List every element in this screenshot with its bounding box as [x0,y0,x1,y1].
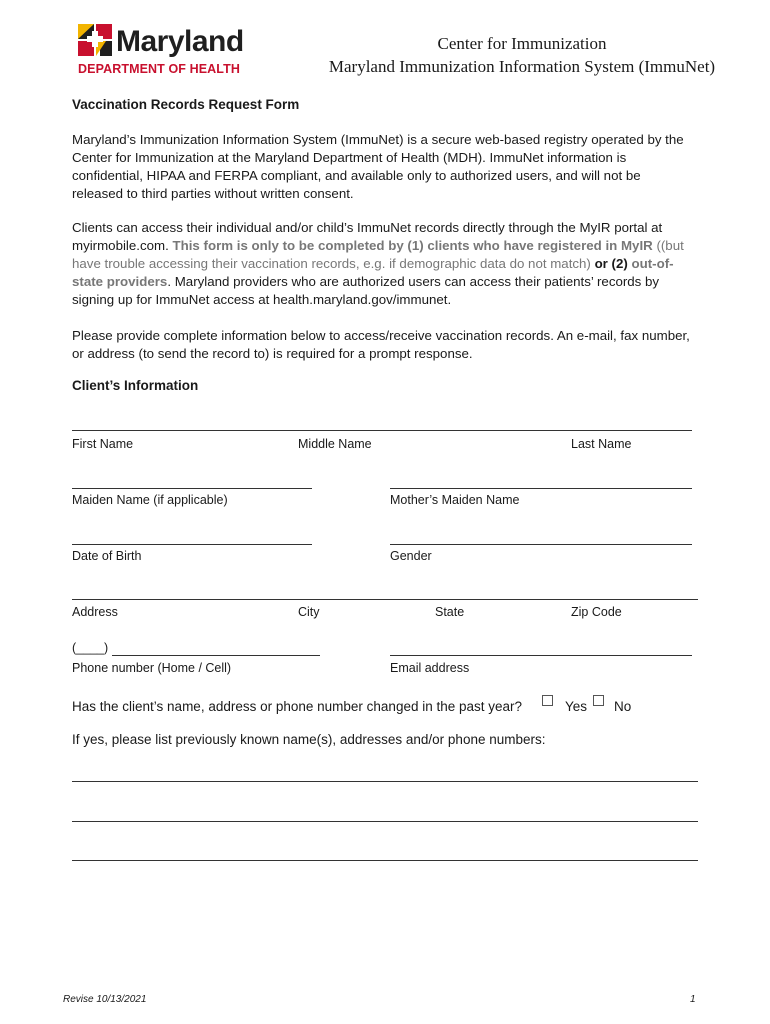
access-text-5: out-of-state providers [72,256,674,289]
dob-input-line[interactable] [72,544,312,545]
email-input-line[interactable] [390,655,692,656]
mothers-maiden-name-input-line[interactable] [390,488,692,489]
label-email-address: Email address [390,661,470,675]
phone-input-line[interactable] [112,655,320,656]
label-date-of-birth: Date of Birth [72,549,142,563]
form-title: Vaccination Records Request Form [72,97,300,112]
header-center-name: Center for Immunization [437,34,607,53]
label-state: State [435,605,465,619]
access-text-2: This form is only to be completed by (1) clients who have registered in MyIR [172,238,653,253]
logo-department: DEPARTMENT OF HEALTH [78,62,240,76]
question-info-changed: Has the client’s name, address or phone number changed in the past year? [72,699,523,714]
instructions-paragraph: Please provide complete information below to access/receive vaccination records. An e-mail, fax number, or address (to send the record to) is required for a prompt response. [72,328,690,361]
access-text-1: Clients can access their individual and/or child’s ImmuNet records directly through the MyIR portal at myirmobile.com. [72,220,663,253]
name-input-line[interactable] [72,430,692,431]
previous-info-line-1[interactable] [72,781,698,782]
yes-label: Yes [565,699,588,714]
label-address: Address [72,605,118,619]
maiden-name-input-line[interactable] [72,488,312,489]
logo-wordmark: Maryland [116,25,244,58]
gender-input-line[interactable] [390,544,692,545]
access-text-3: ((but have trouble accessing their vaccination records, e.g. if demographic data do not match) [72,238,684,271]
label-city: City [298,605,320,619]
previous-info-line-2[interactable] [72,821,698,822]
intro-paragraph: Maryland’s Immunization Information System (ImmuNet) is a secure web-based registry operated by the Center for Immunization at the Maryland Department of Health (MDH). ImmuNet information is confidential, HIPAA and FERPA compliant, and available only to authorized users, and will not be released to third parties without written consent. [72,132,684,201]
question-previous-info: If yes, please list previously known name(s), addresses and/or phone numbers: [72,732,546,747]
label-gender: Gender [390,549,432,563]
access-text-4: or (2) [594,256,632,271]
access-text-6: . Maryland providers who are authorized users can access their patients’ records by signing up for ImmuNet access at health.maryland.gov/immunet. [72,274,660,307]
label-zip-code: Zip Code [571,605,622,619]
header-system-name: Maryland Immunization Information System (ImmuNet) [328,57,716,76]
maryland-health-logo [78,22,278,78]
previous-info-line-3[interactable] [72,860,698,861]
page-number: 1 [690,994,696,1005]
label-last-name: Last Name [571,437,632,451]
phone-area-code-blank[interactable]: (____) [72,641,109,655]
label-first-name: First Name [72,437,134,451]
section-title-client-info: Client’s Information [72,378,199,393]
no-checkbox[interactable] [593,695,604,706]
yes-checkbox[interactable] [542,695,553,706]
revision-date: Revise 10/13/2021 [63,994,147,1005]
label-middle-name: Middle Name [298,437,372,451]
label-mothers-maiden-name: Mother’s Maiden Name [390,493,520,507]
access-paragraph [72,219,694,309]
no-label: No [614,699,632,714]
address-input-line[interactable] [72,599,698,600]
label-phone-number: Phone number (Home / Cell) [72,661,232,675]
maryland-flag-icon [78,22,114,56]
label-maiden-name: Maiden Name (if applicable) [72,493,228,507]
